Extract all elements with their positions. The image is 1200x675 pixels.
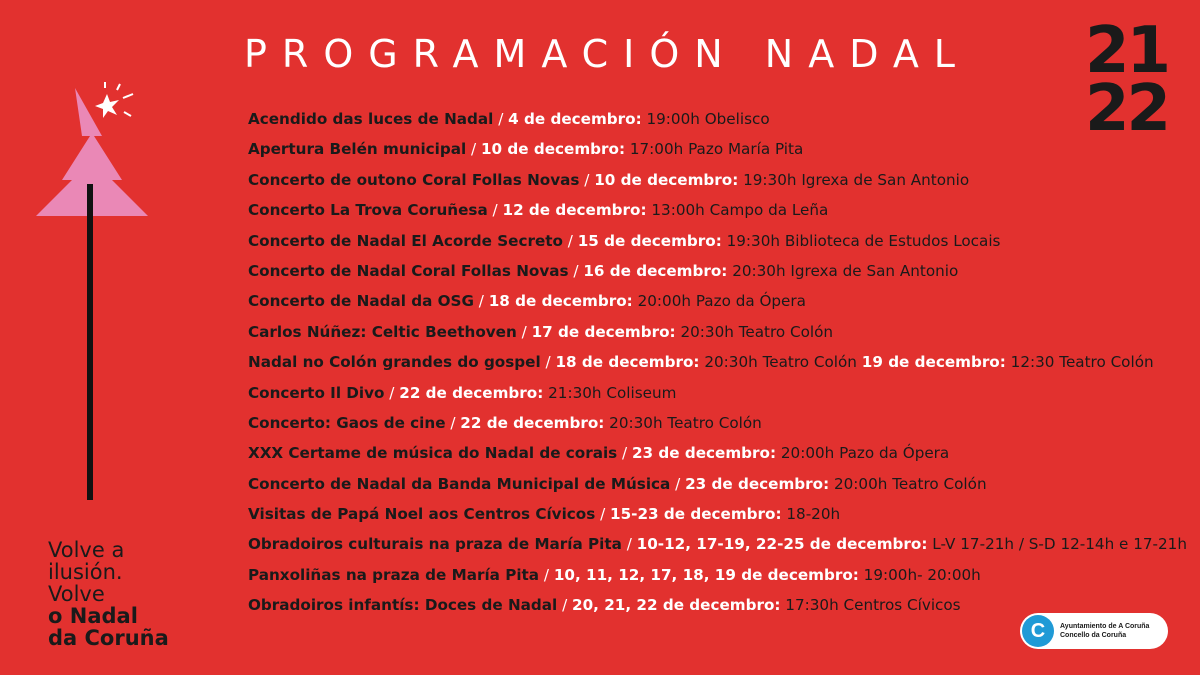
list-item: Obradoiros culturais na praza de María Pita / 10-12, 17-19, 22-25 de decembro: L-V 17-21h / S-D 12-14h e 17-21h bbox=[248, 535, 1187, 554]
list-item: Concerto Il Divo / 22 de decembro: 21:30h Coliseum bbox=[248, 383, 677, 402]
event-list bbox=[248, 108, 1187, 625]
list-item: Obradoiros infantís: Doces de Nadal / 20, 21, 22 de decembro: 17:30h Centros Cívicos bbox=[248, 596, 961, 615]
logo-text-line: Concello da Coruña bbox=[1060, 632, 1127, 639]
year-top: 21 bbox=[1084, 14, 1168, 88]
slogan-line: da Coruña bbox=[48, 626, 169, 650]
year-bottom: 22 bbox=[1084, 72, 1168, 146]
list-item: Concerto de Nadal El Acorde Secreto / 15 de decembro: 19:30h Biblioteca de Estudos Locais bbox=[248, 231, 1001, 250]
slogan-line: Volve bbox=[48, 582, 105, 606]
list-item: Panxoliñas na praza de María Pita / 10, 11, 12, 17, 18, 19 de decembro: 19:00h- 20:00h bbox=[248, 565, 981, 584]
list-item: Concerto de Nadal da OSG / 18 de decembro: 20:00h Pazo da Ópera bbox=[248, 292, 806, 311]
star-icon bbox=[95, 82, 133, 118]
list-item: Concerto de Nadal da Banda Municipal de Música / 23 de decembro: 20:00h Teatro Colón bbox=[248, 474, 987, 493]
list-item: Nadal no Colón grandes do gospel / 18 de decembro: 20:30h Teatro Colón 19 de decembro: 12:30 Teatro Colón bbox=[248, 353, 1154, 372]
list-item: Visitas de Papá Noel aos Centros Cívicos / 15-23 de decembro: 18-20h bbox=[248, 505, 841, 524]
slogan-line: ilusión. bbox=[48, 560, 123, 584]
tree-trunk bbox=[87, 184, 93, 500]
city-council-logo bbox=[1020, 613, 1168, 649]
list-item: Apertura Belén municipal / 10 de decembro: 17:00h Pazo María Pita bbox=[248, 140, 804, 159]
list-item: Acendido das luces de Nadal / 4 de decembro: 19:00h Obelisco bbox=[248, 110, 770, 128]
list-item: Concerto de Nadal Coral Follas Novas / 16 de decembro: 20:30h Igrexa de San Antonio bbox=[248, 261, 959, 280]
christmas-tree-illustration bbox=[30, 80, 160, 505]
page-title: PROGRAMACIÓN NADAL bbox=[244, 32, 970, 76]
slogan-line: o Nadal bbox=[48, 604, 138, 628]
logo-text-line: Ayuntamiento de A Coruña bbox=[1060, 623, 1150, 630]
list-item: Concerto: Gaos de cine / 22 de decembro: 20:30h Teatro Colón bbox=[248, 413, 762, 432]
list-item: Concerto La Trova Coruñesa / 12 de decembro: 13:00h Campo da Leña bbox=[248, 201, 829, 220]
slogan-line: Volve a bbox=[48, 538, 125, 562]
list-item: Carlos Núñez: Celtic Beethoven / 17 de decembro: 20:30h Teatro Colón bbox=[248, 322, 834, 341]
council-emblem-icon: C bbox=[1022, 615, 1054, 647]
list-item: Concerto de outono Coral Follas Novas / 10 de decembro: 19:30h Igrexa de San Antonio bbox=[248, 170, 970, 189]
list-item: XXX Certame de música do Nadal de corais / 23 de decembro: 20:00h Pazo da Ópera bbox=[248, 444, 950, 463]
slogan bbox=[48, 539, 169, 649]
